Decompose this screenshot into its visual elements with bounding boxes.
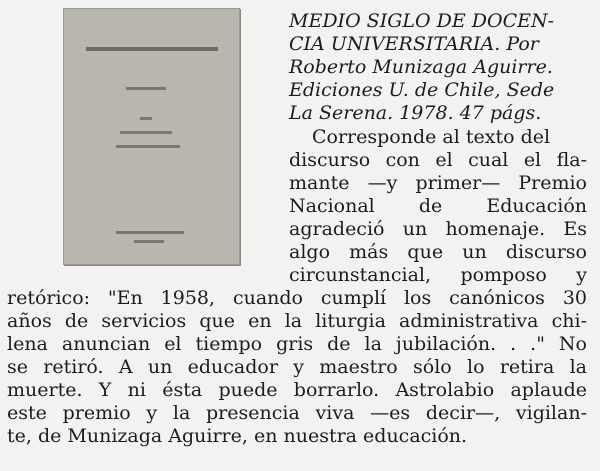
body-line: muerte. Y ni ésta puede borrarlo. Astrolabio aplaude: [7, 379, 587, 401]
body-line: Corresponde al texto del: [312, 126, 551, 148]
body-line: lena anuncian el tiempo gris de la jubilación. . ." No: [7, 333, 587, 355]
book-cover-text: [120, 131, 172, 134]
body-line: agradeció un homenaje. Es: [289, 218, 587, 240]
heading-line: Ediciones U. de Chile, Sede: [289, 79, 555, 101]
book-cover-text: [134, 240, 164, 243]
body-line: años de servicios que en la liturgia administrativa chi-: [7, 310, 587, 332]
book-cover-text: [116, 145, 180, 148]
book-cover-text: [126, 87, 166, 90]
body-line: algo más que un discurso: [289, 241, 587, 263]
book-cover-title: [86, 47, 218, 51]
heading-line: MEDIO SIGLO DE DOCEN-: [289, 10, 555, 32]
body-line: te, de Munizaga Aguirre, en nuestra educación.: [7, 425, 468, 447]
body-line: discurso con el cual el fla-: [289, 149, 587, 171]
book-cover-image: [63, 8, 240, 265]
body-line: se retiró. A un educador y maestro sólo lo retira la: [7, 356, 587, 378]
body-line: retórico: "En 1958, cuando cumplí los canónicos 30: [7, 287, 587, 309]
heading-line: Roberto Munizaga Aguirre.: [289, 56, 553, 78]
book-cover-text: [140, 117, 152, 120]
book-cover-text: [116, 231, 184, 234]
body-line: circunstancial, pomposo y: [289, 264, 587, 286]
heading-line: CIA UNIVERSITARIA. Por: [289, 33, 539, 55]
body-line: Nacional de Educación: [289, 195, 587, 217]
body-line: mante —y primer— Premio: [289, 172, 587, 194]
heading-line: La Serena. 1978. 47 págs.: [289, 102, 542, 124]
body-line: este premio y la presencia viva —es decir—, vigilan-: [7, 402, 587, 424]
